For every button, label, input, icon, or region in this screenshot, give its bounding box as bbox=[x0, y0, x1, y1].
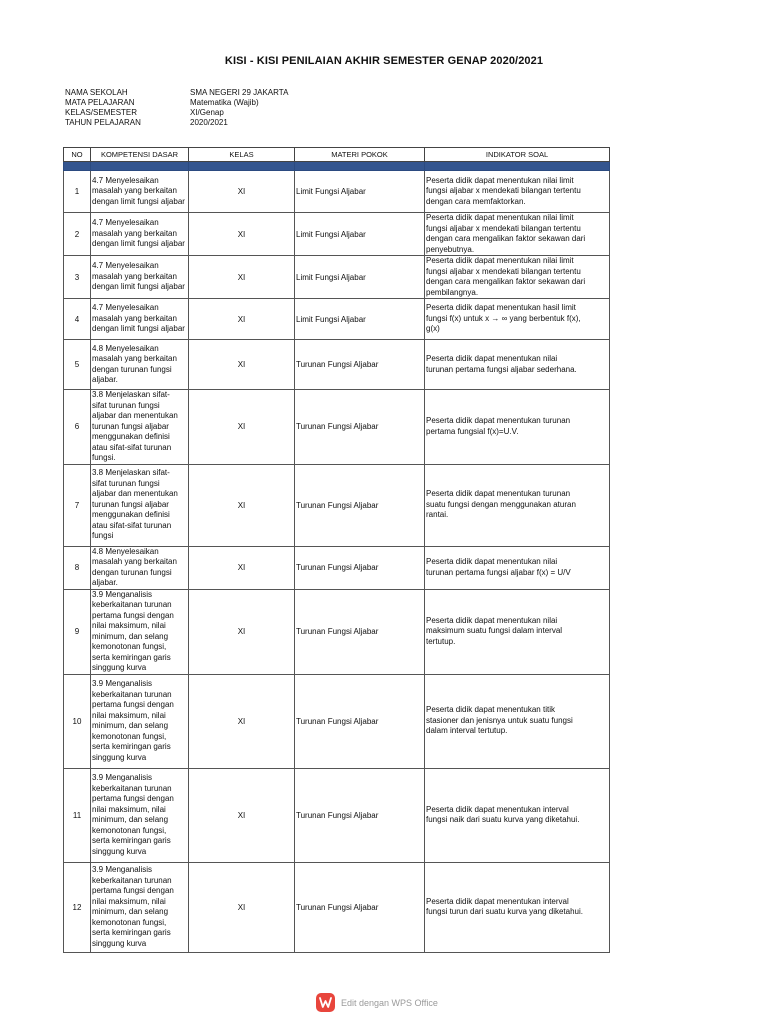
kd-line: masalah yang berkaitan bbox=[92, 186, 177, 196]
indikator-line: suatu fungsi dengan menggunakan aturan bbox=[426, 499, 576, 509]
table-row bbox=[64, 340, 610, 390]
kd-line: keberkaitanan turunan bbox=[92, 875, 172, 885]
cell-kompetensi-dasar bbox=[91, 213, 189, 256]
header-kompetensi-dasar: KOMPETENSI DASAR bbox=[91, 148, 189, 162]
indikator-line: fungsi aljabar x mendekati bilangan tertentu bbox=[426, 266, 581, 276]
cell-kelas: XI bbox=[189, 674, 295, 768]
table-row bbox=[64, 546, 610, 589]
kd-line: aljabar. bbox=[92, 578, 118, 587]
kd-line: dengan turunan fungsi bbox=[92, 567, 172, 577]
cell-materi-pokok: Limit Fungsi Aljabar bbox=[295, 213, 425, 256]
indikator-line: dengan cara mengalikan faktor sekawan dari bbox=[426, 277, 586, 286]
kd-line: atau sifat-sifat turunan bbox=[92, 442, 172, 452]
kd-line: masalah yang berkaitan bbox=[92, 271, 177, 281]
indikator-line: penyebutnya. bbox=[426, 244, 475, 254]
school-info bbox=[65, 88, 288, 128]
wps-office-icon bbox=[316, 993, 335, 1012]
cell-materi-pokok: Turunan Fungsi Aljabar bbox=[295, 390, 425, 465]
indikator-line: fungsi f(x) untuk x → ∞ yang berbentuk f(x), bbox=[426, 313, 581, 323]
meta-label: NAMA SEKOLAH bbox=[65, 88, 128, 97]
cell-kompetensi-dasar bbox=[91, 464, 189, 546]
kd-line: sifat turunan fungsi bbox=[92, 400, 160, 410]
indikator-line: dalam interval tertutup. bbox=[426, 726, 508, 736]
cell-kelas: XI bbox=[189, 171, 295, 213]
cell-kelas: XI bbox=[189, 390, 295, 465]
cell-kompetensi-dasar bbox=[91, 768, 189, 862]
table-row bbox=[64, 256, 610, 299]
header-row bbox=[64, 148, 610, 162]
kd-line: singgung kurva bbox=[92, 846, 147, 856]
kd-line: atau sifat-sifat turunan bbox=[92, 520, 172, 530]
meta-value: XI/Genap bbox=[190, 108, 224, 117]
table-row bbox=[64, 171, 610, 213]
indikator-line: turunan pertama fungsi aljabar f(x) = U/V bbox=[426, 567, 571, 577]
cell-kompetensi-dasar bbox=[91, 340, 189, 390]
indikator-line: Peserta didik dapat menentukan titik bbox=[426, 705, 555, 715]
cell-materi-pokok: Turunan Fungsi Aljabar bbox=[295, 674, 425, 768]
cell-kelas: XI bbox=[189, 299, 295, 340]
kd-line: kemonotonan fungsi, bbox=[92, 642, 167, 651]
kd-line: 4.7 Menyelesaikan bbox=[92, 175, 159, 185]
cell-no: 1 bbox=[64, 171, 91, 213]
cell-kompetensi-dasar bbox=[91, 256, 189, 299]
cell-kelas: XI bbox=[189, 213, 295, 256]
cell-materi-pokok: Turunan Fungsi Aljabar bbox=[295, 546, 425, 589]
kd-line: dengan limit fungsi aljabar bbox=[92, 324, 185, 334]
table-row bbox=[64, 464, 610, 546]
cell-kelas: XI bbox=[189, 340, 295, 390]
cell-materi-pokok: Turunan Fungsi Aljabar bbox=[295, 464, 425, 546]
kd-line: keberkaitanan turunan bbox=[92, 600, 172, 609]
kd-line: minimum, dan selang bbox=[92, 907, 169, 916]
indikator-line: pertama fungsial f(x)=U.V. bbox=[426, 426, 519, 436]
kd-line: turunan fungsi aljabar bbox=[92, 421, 169, 431]
cell-kompetensi-dasar bbox=[91, 390, 189, 465]
cell-no: 12 bbox=[64, 862, 91, 952]
indikator-line: dengan cara memfaktorkan. bbox=[426, 196, 526, 206]
indikator-line: pembilangnya. bbox=[426, 287, 479, 297]
meta-label: MATA PELAJARAN bbox=[65, 98, 135, 107]
cell-indikator-soal bbox=[425, 674, 610, 768]
kd-line: aljabar dan menentukan bbox=[92, 489, 178, 499]
kd-line: kemonotonan fungsi, bbox=[92, 731, 167, 741]
kd-line: serta kemiringan garis bbox=[92, 836, 171, 845]
cell-indikator-soal bbox=[425, 340, 610, 390]
cell-indikator-soal bbox=[425, 299, 610, 340]
kd-line: singgung kurva bbox=[92, 938, 147, 948]
cell-indikator-soal bbox=[425, 464, 610, 546]
cell-no: 6 bbox=[64, 390, 91, 465]
kd-line: sifat turunan fungsi bbox=[92, 478, 160, 488]
indikator-line: dengan cara mengalikan faktor sekawan dari bbox=[426, 234, 586, 243]
cell-kompetensi-dasar bbox=[91, 674, 189, 768]
cell-no: 11 bbox=[64, 768, 91, 862]
kd-line: nilai maksimum, nilai bbox=[92, 804, 166, 814]
cell-kelas: XI bbox=[189, 464, 295, 546]
cell-indikator-soal bbox=[425, 213, 610, 256]
cell-materi-pokok: Turunan Fungsi Aljabar bbox=[295, 862, 425, 952]
meta-label: TAHUN PELAJARAN bbox=[65, 118, 141, 127]
kd-line: kemonotonan fungsi, bbox=[92, 825, 167, 835]
cell-no: 7 bbox=[64, 464, 91, 546]
cell-kompetensi-dasar bbox=[91, 862, 189, 952]
table-row bbox=[64, 674, 610, 768]
meta-row bbox=[65, 118, 288, 128]
indikator-line: Peserta didik dapat menentukan interval bbox=[426, 804, 569, 814]
kd-line: keberkaitanan turunan bbox=[92, 689, 172, 699]
meta-row bbox=[65, 108, 288, 118]
cell-kompetensi-dasar bbox=[91, 299, 189, 340]
kd-line: 3.9 Menganalisis bbox=[92, 589, 153, 599]
cell-kompetensi-dasar bbox=[91, 546, 189, 589]
cell-indikator-soal bbox=[425, 768, 610, 862]
kd-line: serta kemiringan garis bbox=[92, 652, 171, 662]
kd-line: minimum, dan selang bbox=[92, 815, 169, 824]
indikator-line: turunan pertama fungsi aljabar sederhana. bbox=[426, 364, 577, 374]
kd-line: 3.9 Menganalisis bbox=[92, 865, 153, 874]
indikator-line: fungsi turun dari suatu kurva yang diketahui. bbox=[426, 907, 583, 916]
indikator-line: Peserta didik dapat menentukan nilai bbox=[426, 557, 558, 566]
cell-no: 3 bbox=[64, 256, 91, 299]
cell-indikator-soal bbox=[425, 390, 610, 465]
kd-line: dengan limit fungsi aljabar bbox=[92, 282, 185, 292]
cell-no: 10 bbox=[64, 674, 91, 768]
kd-line: pertama fungsi dengan bbox=[92, 700, 174, 709]
cell-kelas: XI bbox=[189, 768, 295, 862]
header-no: NO bbox=[64, 148, 91, 162]
cell-materi-pokok: Limit Fungsi Aljabar bbox=[295, 299, 425, 340]
meta-value: Matematika (Wajib) bbox=[190, 98, 259, 107]
table-row bbox=[64, 299, 610, 340]
kd-line: 4.7 Menyelesaikan bbox=[92, 218, 159, 228]
kd-line: fungsi. bbox=[92, 453, 116, 462]
kd-line: pertama fungsi dengan bbox=[92, 610, 174, 620]
kd-line: pertama fungsi dengan bbox=[92, 886, 174, 895]
kd-line: 4.8 Menyelesaikan bbox=[92, 546, 159, 556]
kd-line: masalah yang berkaitan bbox=[92, 557, 177, 566]
indikator-line: fungsi aljabar x mendekati bilangan tertentu bbox=[426, 223, 581, 233]
kd-line: fungsi bbox=[92, 531, 114, 541]
indikator-line: tertutup. bbox=[426, 636, 456, 646]
cell-kelas: XI bbox=[189, 589, 295, 674]
indikator-line: maksimum suatu fungsi dalam interval bbox=[426, 626, 563, 636]
cell-materi-pokok: Turunan Fungsi Aljabar bbox=[295, 589, 425, 674]
table-row bbox=[64, 213, 610, 256]
kd-line: masalah yang berkaitan bbox=[92, 228, 177, 238]
meta-value: 2020/2021 bbox=[190, 118, 228, 127]
indikator-line: Peserta didik dapat menentukan turunan bbox=[426, 489, 571, 499]
indikator-line: fungsi naik dari suatu kurva yang diketahui. bbox=[426, 815, 580, 824]
cell-no: 9 bbox=[64, 589, 91, 674]
kd-line: dengan turunan fungsi bbox=[92, 364, 172, 374]
kd-line: kemonotonan fungsi, bbox=[92, 917, 167, 927]
kd-line: pertama fungsi dengan bbox=[92, 794, 174, 803]
indikator-line: rantai. bbox=[426, 510, 449, 520]
header-band bbox=[64, 162, 610, 171]
kd-line: 3.8 Menjelaskan sifat- bbox=[92, 468, 170, 478]
kd-line: masalah yang berkaitan bbox=[92, 313, 177, 323]
kd-line: nilai maksimum, nilai bbox=[92, 710, 166, 720]
kd-line: serta kemiringan garis bbox=[92, 928, 171, 937]
cell-kompetensi-dasar bbox=[91, 589, 189, 674]
indikator-line: stasioner dan jenisnya untuk suatu fungsi bbox=[426, 715, 573, 725]
kd-line: serta kemiringan garis bbox=[92, 742, 171, 751]
cell-kompetensi-dasar bbox=[91, 171, 189, 213]
kd-line: 4.8 Menyelesaikan bbox=[92, 343, 159, 353]
table-row bbox=[64, 390, 610, 465]
cell-indikator-soal bbox=[425, 256, 610, 299]
kd-line: 3.9 Menganalisis bbox=[92, 773, 153, 782]
kd-line: menggunakan definisi bbox=[92, 432, 170, 441]
table-row bbox=[64, 589, 610, 674]
table-row bbox=[64, 862, 610, 952]
kd-line: keberkaitanan turunan bbox=[92, 783, 172, 793]
cell-indikator-soal bbox=[425, 546, 610, 589]
indikator-line: Peserta didik dapat menentukan nilai limit bbox=[426, 175, 574, 185]
wps-edit-label: Edit dengan WPS Office bbox=[341, 997, 438, 1008]
kd-line: aljabar dan menentukan bbox=[92, 411, 178, 420]
header-indikator-soal: INDIKATOR SOAL bbox=[425, 148, 610, 162]
kd-line: masalah yang berkaitan bbox=[92, 354, 177, 363]
indikator-line: Peserta didik dapat menentukan hasil limit bbox=[426, 303, 576, 313]
indikator-line: fungsi aljabar x mendekati bilangan tertentu bbox=[426, 186, 581, 196]
kd-line: nilai maksimum, nilai bbox=[92, 621, 166, 630]
cell-materi-pokok: Turunan Fungsi Aljabar bbox=[295, 340, 425, 390]
kd-line: menggunakan definisi bbox=[92, 510, 170, 520]
document-title: KISI - KISI PENILAIAN AKHIR SEMESTER GENAP 2020/2021 bbox=[224, 55, 544, 67]
kd-line: 4.7 Menyelesaikan bbox=[92, 303, 159, 313]
kd-line: nilai maksimum, nilai bbox=[92, 896, 166, 906]
cell-no: 5 bbox=[64, 340, 91, 390]
cell-kelas: XI bbox=[189, 256, 295, 299]
cell-materi-pokok: Turunan Fungsi Aljabar bbox=[295, 768, 425, 862]
header-kelas: KELAS bbox=[189, 148, 295, 162]
cell-no: 8 bbox=[64, 546, 91, 589]
cell-kelas: XI bbox=[189, 862, 295, 952]
cell-materi-pokok: Limit Fungsi Aljabar bbox=[295, 256, 425, 299]
cell-no: 2 bbox=[64, 213, 91, 256]
indikator-line: Peserta didik dapat menentukan nilai limit bbox=[426, 256, 574, 265]
cell-indikator-soal bbox=[425, 862, 610, 952]
table-row bbox=[64, 768, 610, 862]
indikator-line: Peserta didik dapat menentukan nilai bbox=[426, 354, 558, 363]
kd-line: dengan limit fungsi aljabar bbox=[92, 239, 185, 249]
indikator-line: Peserta didik dapat menentukan interval bbox=[426, 896, 569, 906]
meta-label: KELAS/SEMESTER bbox=[65, 108, 138, 117]
cell-indikator-soal bbox=[425, 589, 610, 674]
cell-indikator-soal bbox=[425, 171, 610, 213]
kd-line: aljabar. bbox=[92, 375, 118, 384]
wps-edit-badge[interactable] bbox=[316, 993, 438, 1012]
kd-line: 3.9 Menganalisis bbox=[92, 679, 153, 688]
header-materi-pokok: MATERI POKOK bbox=[295, 148, 425, 162]
cell-kelas: XI bbox=[189, 546, 295, 589]
kd-line: 4.7 Menyelesaikan bbox=[92, 261, 159, 271]
meta-row bbox=[65, 98, 288, 108]
kd-line: 3.8 Menjelaskan sifat- bbox=[92, 390, 170, 399]
indikator-line: Peserta didik dapat menentukan nilai bbox=[426, 615, 558, 625]
indikator-line: Peserta didik dapat menentukan nilai limit bbox=[426, 213, 574, 222]
kd-line: singgung kurva bbox=[92, 663, 147, 672]
indikator-line: Peserta didik dapat menentukan turunan bbox=[426, 416, 571, 426]
kisi-kisi-table bbox=[63, 147, 610, 953]
kd-line: minimum, dan selang bbox=[92, 631, 169, 641]
cell-no: 4 bbox=[64, 299, 91, 340]
cell-materi-pokok: Limit Fungsi Aljabar bbox=[295, 171, 425, 213]
kd-line: singgung kurva bbox=[92, 752, 147, 762]
meta-row bbox=[65, 88, 288, 98]
indikator-line: g(x) bbox=[426, 324, 440, 334]
table-body bbox=[64, 171, 610, 953]
kd-line: turunan fungsi aljabar bbox=[92, 499, 169, 509]
kd-line: dengan limit fungsi aljabar bbox=[92, 196, 185, 206]
meta-value: SMA NEGERI 29 JAKARTA bbox=[190, 88, 289, 97]
kd-line: minimum, dan selang bbox=[92, 721, 169, 730]
